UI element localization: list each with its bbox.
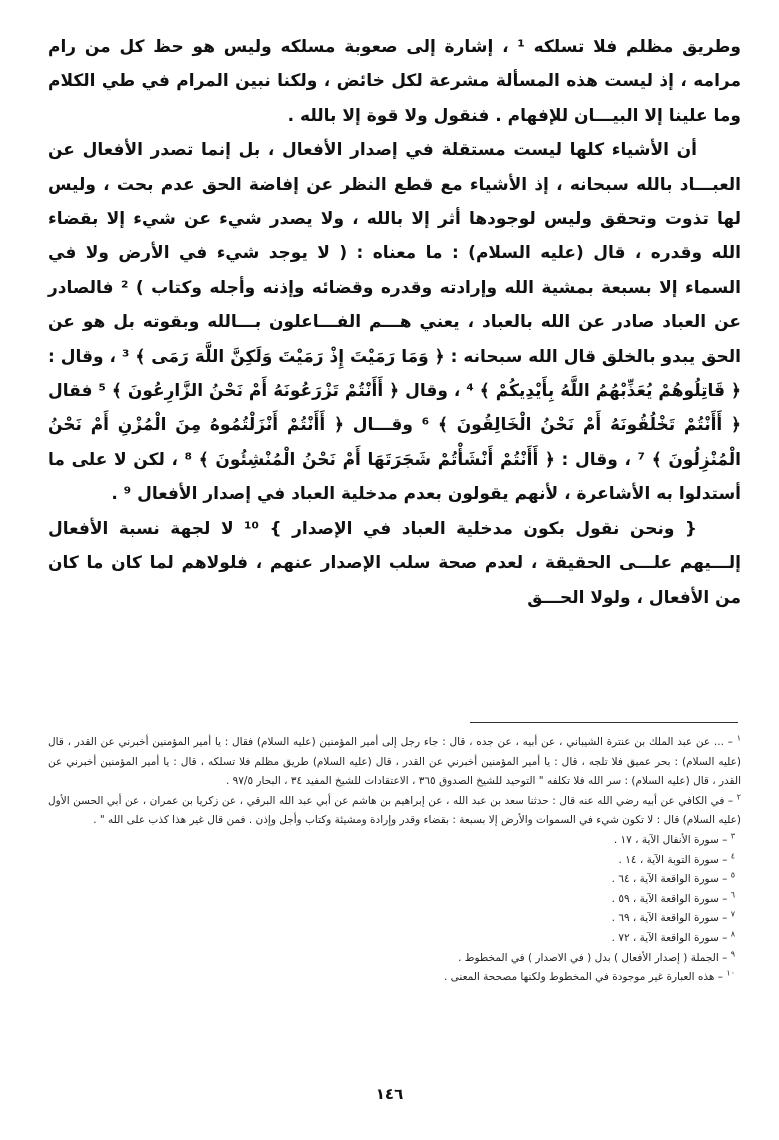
- footnote-text: – سورة الواقعة الآية ، ٦٩ .: [611, 912, 728, 925]
- footnote-number: ١: [736, 733, 741, 743]
- footnote-4: [48, 851, 741, 871]
- body-paragraph-3: { ونحن نقول بكون مدخلية العباد في الإصدار } ¹⁰ لا لجهة نسبة الأفعال إلـــيهم علـــى الحقيقة ، لعدم صحة سلب الإصدار عنهم ، فلولاهم لما كان ما كان من الأفعال ، ولولا الحـــق: [48, 518, 741, 608]
- footnote-text: – سورة الأنفال الآية ، ١٧ .: [613, 833, 728, 846]
- footnote-6: [48, 890, 741, 910]
- footnote-text: – سورة الواقعة الآية ، ٥٩ .: [611, 892, 728, 905]
- body-paragraph-1: وطريق مظلم فلا تسلكه ¹ ، إشارة إلى صعوبة مسلكه وليس هو حظ كل من رام مرامه ، إذ ليست هذه المسألة مشرعة لكل خائض ، ولكنا نبين المرام في طي الكلام وما علينا إلا البيـــان للإفهام . فنقول ولا قوة إلا بالله .: [48, 37, 741, 126]
- footnote-number: ٣: [730, 831, 735, 841]
- footnote-8: [48, 929, 741, 949]
- footnote-number: ٩: [730, 949, 735, 959]
- footnote-text: – سورة الواقعة الآية ، ٦٤ .: [611, 873, 728, 886]
- page-number: ١٤٦: [375, 1085, 404, 1103]
- footnote-number: ٦: [730, 890, 735, 900]
- footnote-1: [48, 733, 741, 792]
- footnotes: [48, 733, 741, 988]
- footnote-7: [48, 909, 741, 929]
- main-text: [48, 30, 741, 615]
- footnote-5: [48, 870, 741, 890]
- footnote-text: – سورة الواقعة الآية ، ٧٢ .: [611, 931, 728, 944]
- footnote-2: [48, 792, 741, 831]
- footnote-9: [48, 949, 741, 969]
- footnote-text: – ... عن عبد الملك بن عنترة الشيباني ، عن أبيه ، عن جده ، قال : جاء رجل إلى أمير المؤمنين (عليه السلام) فقال : يا أمير المؤمنين أخبرني عن القدر ، قال (عليه السلام) : بحر عميق فلا تلجه ، قال : يا أمير المؤمنين أخبرني عن القدر ، قال (عليه السلام) طريق مظلم فلا تسلكه ، قال : يا أمير المؤمنين أخبرني عن القدر ، قال (عليه السلام) : سر الله فلا تكلفه " التوحيد للشيخ الصدوق ٣٦٥ ، الاعتقادات للشيخ المفيد ٣٤ ، البحار ٩٧/٥ .: [48, 736, 741, 788]
- footnote-number: ٧: [730, 909, 735, 919]
- footnote-text: – الجملة ( إصدار الأفعال ) بدل ( في الاصدار ) في المخطوط .: [458, 951, 728, 964]
- footnote-3: [48, 831, 741, 851]
- footnote-text: – في الكافي عن أبيه رضي الله عنه قال : حدثنا سعد بن عبد الله ، عن إبراهيم بن هاشم عن أبي عبد الله البرقي ، عن زكريا بن عمران ، عن أبي الحسن الأول (عليه السلام) قال : لا تكون شيء في السموات والأرض إلا بسبعة : بقضاء وقدر وإرادة ومشيئة وكتاب وأجل وإذن . فمن قال غير هذا كذب على الله " .: [48, 794, 741, 827]
- footnote-number: ٨: [730, 929, 735, 939]
- footnote-number: ١٠: [726, 968, 735, 978]
- footnote-text: – سورة التوبة الآية ، ١٤ .: [618, 853, 728, 866]
- footnote-number: ٤: [730, 851, 735, 861]
- footnote-10: [48, 968, 741, 988]
- footnote-text: – هذه العبارة غير موجودة في المخطوط ولكنها مصححة المعنى .: [443, 971, 724, 984]
- footnote-number: ٢: [736, 792, 741, 802]
- footnote-divider: [470, 722, 738, 723]
- footnote-number: ٥: [730, 870, 735, 880]
- body-paragraph-2: أن الأشياء كلها ليست مستقلة في إصدار الأفعال ، بل إنما تصدر الأفعال عن العبـــاد بالله سبحانه ، إذ الأشياء مع قطع النظر عن إفاضة الحق عدم بحت ، وليس لها تذوت وتحقق وليس لوجودها أثر إلا بالله ، ولا يصدر شيء عن شيء إلا بقضاء الله وقدره ، قال (عليه السلام) : ما معناه : ( لا يوجد شيء في الأرض ولا في السماء إلا بسبعة بمشية الله وإرادته وقدره وقضائه وإذنه وأجله وكتاب ) ² فالصادر عن العباد صادر عن الله بالعباد ، يعني هـــم الفـــاعلون بـــالله وبقوته بل هو عن الحق يبدو بالخلق قال الله سبحانه : ﴿ وَمَا رَمَيْتَ إِذْ رَمَيْتَ وَلَكِنَّ اللَّهَ رَمَى ﴾ ³ ، وقال : ﴿ قَاتِلُوهُمْ يُعَذِّبْهُمُ اللَّهُ بِأَيْدِيكُمْ ﴾ ⁴ ، وقال ﴿ أَأَنْتُمْ تَزْرَعُونَهُ أَمْ نَحْنُ الزَّارِعُونَ ﴾ ⁵ فقال ﴿ أَأَنْتُمْ تَخْلُقُونَهُ أَمْ نَحْنُ الْخَالِقُونَ ﴾ ⁶ وقـــال ﴿ أَأَنْتُمْ أَنْزَلْتُمُوهُ مِنَ الْمُزْنِ أَمْ نَحْنُ الْمُنْزِلُونَ ﴾ ⁷ ، وقال : ﴿ أَأَنْتُمْ أَنْشَأْتُمْ شَجَرَتَهَا أَمْ نَحْنُ الْمُنْشِئُونَ ﴾ ⁸ ، لكن لا على ما أستدلوا به الأشاعرة ، لأنهم يقولون بعدم مدخلية العباد في إصدار الأفعال ⁹ .: [48, 140, 742, 505]
